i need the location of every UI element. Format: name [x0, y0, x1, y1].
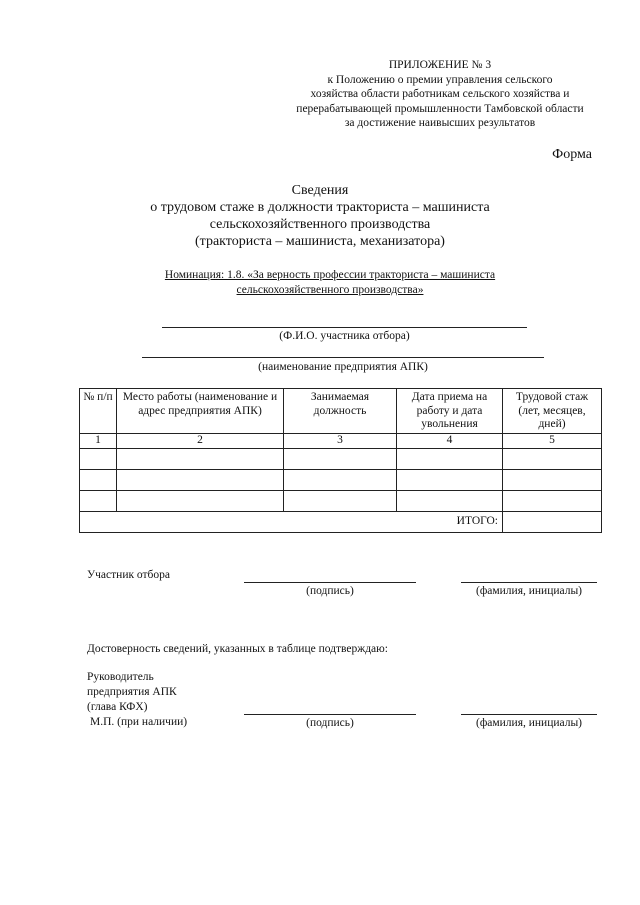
- column-number: 2: [117, 434, 284, 449]
- participant-signature-caption: (подпись): [306, 585, 354, 597]
- title-line: сельскохозяйственного производства: [209, 217, 431, 232]
- table-cell[interactable]: [397, 470, 503, 491]
- column-header-experience: Трудовой стаж (лет, месяцев, дней): [503, 389, 602, 434]
- participant-signature-field[interactable]: [244, 582, 416, 583]
- head-signature-caption: (подпись): [306, 717, 354, 729]
- table-cell[interactable]: [397, 449, 503, 470]
- appendix-line: к Положению о премии управления сельского: [327, 73, 553, 86]
- participant-name-field[interactable]: [461, 582, 597, 583]
- table-cell[interactable]: [117, 449, 284, 470]
- table-cell[interactable]: [117, 470, 284, 491]
- table-cell[interactable]: [503, 449, 602, 470]
- enterprise-caption: (наименование предприятия АПК): [258, 361, 428, 373]
- head-title-line: (глава КФХ): [87, 701, 148, 713]
- table-cell[interactable]: [397, 491, 503, 512]
- table-cell[interactable]: [80, 449, 117, 470]
- table-row: [80, 449, 602, 470]
- nomination: [120, 268, 540, 297]
- table-cell[interactable]: [503, 470, 602, 491]
- head-signature-field[interactable]: [244, 714, 416, 715]
- table-row: [80, 470, 602, 491]
- head-name-field[interactable]: [461, 714, 597, 715]
- title-line: о трудовом стаже в должности тракториста – машиниста: [150, 200, 490, 215]
- column-header-number: № п/п: [80, 389, 117, 434]
- enterprise-field[interactable]: [142, 357, 544, 358]
- head-title-line: Руководитель: [87, 671, 154, 683]
- fio-field[interactable]: [162, 327, 527, 328]
- form-label: Форма: [552, 147, 592, 162]
- column-header-workplace: Место работы (наименование и адрес предприятия АПК): [117, 389, 284, 434]
- column-header-position: Занимаемая должность: [284, 389, 397, 434]
- table-cell[interactable]: [503, 491, 602, 512]
- appendix-line: ПРИЛОЖЕНИЕ № 3: [388, 59, 492, 71]
- column-number: 5: [503, 434, 602, 449]
- table-cell[interactable]: [80, 491, 117, 512]
- table-cell[interactable]: [117, 491, 284, 512]
- title-line: (тракториста – машиниста, механизатора): [195, 234, 445, 249]
- total-label: ИТОГО:: [80, 512, 503, 533]
- confirmation-text: Достоверность сведений, указанных в таблице подтверждаю:: [87, 643, 388, 655]
- head-title-line: предприятия АПК: [87, 686, 177, 698]
- title-line: Сведения: [291, 183, 349, 198]
- stamp-note: М.П. (при наличии): [90, 716, 188, 728]
- participant-label: Участник отбора: [87, 569, 171, 581]
- document-title: [120, 182, 520, 250]
- nomination-line: сельскохозяйственного производства»: [236, 283, 424, 296]
- column-number: 4: [397, 434, 503, 449]
- work-experience-table: [79, 388, 602, 533]
- appendix-line: за достижение наивысших результатов: [344, 117, 536, 129]
- column-number: 1: [80, 434, 117, 449]
- table-cell[interactable]: [80, 470, 117, 491]
- table-row: [80, 491, 602, 512]
- participant-name-caption: (фамилия, инициалы): [475, 585, 583, 597]
- nomination-line: Номинация: 1.8. «За верность профессии тракториста – машиниста: [164, 269, 496, 281]
- total-row: [80, 512, 602, 533]
- table-header-row: [80, 389, 602, 434]
- table-cell[interactable]: [284, 491, 397, 512]
- table-cell[interactable]: [284, 449, 397, 470]
- appendix-line: хозяйства области работникам сельского хозяйства и: [310, 88, 570, 100]
- head-name-caption: (фамилия, инициалы): [475, 717, 583, 729]
- appendix-header: [260, 58, 620, 131]
- column-numbers-row: [80, 434, 602, 449]
- total-value-cell[interactable]: [503, 512, 602, 533]
- appendix-line: перерабатывающей промышленности Тамбовской области: [296, 102, 584, 115]
- fio-caption: (Ф.И.О. участника отбора): [279, 330, 410, 342]
- column-header-dates: Дата приема на работу и дата увольнения: [397, 389, 503, 434]
- table-cell[interactable]: [284, 470, 397, 491]
- column-number: 3: [284, 434, 397, 449]
